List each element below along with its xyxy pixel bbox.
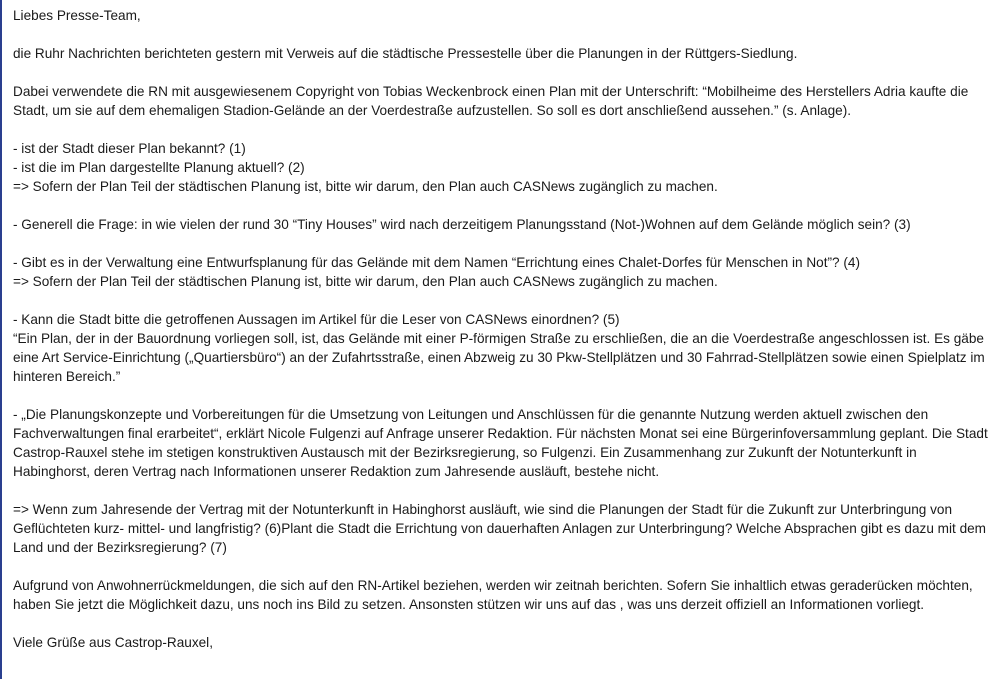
question-block-1-2 xyxy=(13,139,997,196)
question-3: - Generell die Frage: in wie vielen der rund 30 “Tiny Houses” wird nach derzeitigem Planungsstand (Not-)Wohnen auf dem Gelände möglich sein? (3) xyxy=(13,217,911,232)
question-block-4 xyxy=(13,253,997,291)
question-4-request: => Sofern der Plan Teil der städtischen Planung ist, bitte wir darum, den Plan auch CASNews zugänglich zu machen. xyxy=(13,274,718,289)
question-5-quote: “Ein Plan, der in der Bauordnung vorliegen soll, ist, das Gelände mit einer P-förmigen Straße zu erschließen, die an die Voerdestraße angeschlossen ist. Es gäbe eine Art Service-Einrichtung („Quartiersbüro“) an der Zufahrtsstraße, einen Abzweig zu 30 Pkw-Stellplätzen und 30 Fahrrad-Stellplätzen sowie einen Spielplatz im hinteren Bereich.” xyxy=(13,331,985,384)
question-4: - Gibt es in der Verwaltung eine Entwurfsplanung für das Gelände mit dem Namen “Errichtung eines Chalet-Dorfes für Menschen in Not”? (4) xyxy=(13,255,860,270)
question-1: - ist der Stadt dieser Plan bekannt? (1) xyxy=(13,141,246,156)
signoff: Viele Grüße aus Castrop-Rauxel, xyxy=(13,635,213,650)
email-body xyxy=(13,6,997,652)
closing-paragraph: Aufgrund von Anwohnerrückmeldungen, die sich auf den RN-Artikel beziehen, werden wir zeitnah berichten. Sofern Sie inhaltlich etwas geraderücken möchten, haben Sie jetzt die Möglichkeit dazu, uns noch ins Bild zu setzen. Ansonsten stützen wir uns auf das , was uns derzeit offiziell an Informationen vorliegt. xyxy=(13,578,973,612)
intro-paragraph: die Ruhr Nachrichten berichteten gestern mit Verweis auf die städtische Pressestelle über die Planungen in der Rüttgers-Siedlung. xyxy=(13,46,798,61)
question-6-7: => Wenn zum Jahresende der Vertrag mit der Notunterkunft in Habinghorst ausläuft, wie sind die Planungen der Stadt für die Zukunft zur Unterbringung von Geflüchteten kurz- mittel- und langfristig? (6)Plant die Stadt die Errichtung von dauerhaften Anlagen zur Unterbringung? Welche Absprachen gibt es dazu mit dem Land und der Bezirksregierung? (7) xyxy=(13,502,987,555)
context-paragraph: Dabei verwendete die RN mit ausgewiesenem Copyright von Tobias Weckenbrock einen Plan mit der Unterschrift: “Mobilheime des Herstellers Adria kaufte die Stadt, um sie auf dem ehemaligen Stadion-Gelände an der Voerdestraße aufzustellen. So soll es dort anschließend aussehen.” (s. Anlage). xyxy=(13,84,969,118)
question-block-5 xyxy=(13,310,997,386)
press-statement-paragraph: - „Die Planungskonzepte und Vorbereitungen für die Umsetzung von Leitungen und Anschlüssen für die genannte Nutzung werden aktuell zwischen den Fachverwaltungen final erarbeitet“, erklärt Nicole Fulgenzi auf Anfrage unserer Redaktion. Für nächsten Monat sei eine Bürgerinfoversammlung geplant. Die Stadt Castrop-Rauxel stehe im stetigen konstruktiven Austausch mit der Bezirksregierung, so Fulgenzi. Ein Zusammenhang zur Zukunft der Notunterkunft in Habinghorst, deren Vertrag nach Informationen unserer Redaktion zum Jahresende ausläuft, bestehe nicht. xyxy=(13,407,988,479)
question-2: - ist die im Plan dargestellte Planung aktuell? (2) xyxy=(13,160,305,175)
question-5: - Kann die Stadt bitte die getroffenen Aussagen im Artikel für die Leser von CASNews einordnen? (5) xyxy=(13,312,620,327)
greeting: Liebes Presse-Team, xyxy=(13,8,141,23)
question-2-request: => Sofern der Plan Teil der städtischen Planung ist, bitte wir darum, den Plan auch CASNews zugänglich zu machen. xyxy=(13,179,718,194)
